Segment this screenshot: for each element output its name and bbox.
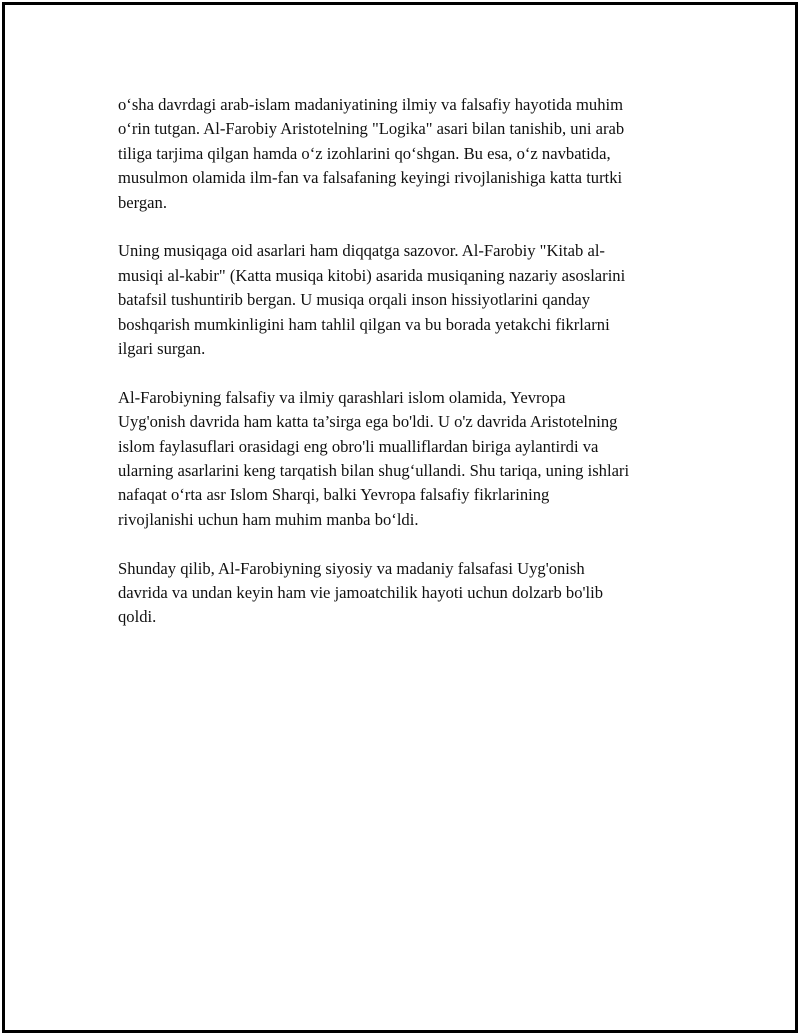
text-line: islom faylasuflari orasidagi eng obro'li mualliflardan biriga aylantirdi va: [118, 436, 599, 456]
text-line: batafsil tushuntirib bergan. U musiqa orqali inson hissiyotlarini qanday: [118, 290, 591, 310]
text-line: qoldi.: [118, 607, 157, 627]
text-line: rivojlanishi uchun ham muhim manba boʻldi.: [118, 509, 419, 529]
text-line: nafaqat oʻrta asr Islom Sharqi, balki Yevropa falsafiy fikrlarining: [118, 485, 550, 505]
text-line: oʻsha davrdagi arab-islam madaniyatining ilmiy va falsafiy hayotida muhim: [118, 95, 624, 114]
text-line: Al-Farobiyning falsafiy va ilmiy qarashlari islom olamida, Yevropa: [118, 387, 566, 407]
document-body: [118, 93, 690, 654]
text-line: davrida va undan keyin ham vie jamoatchilik hayoti uchun dolzarb bo'lib: [118, 583, 603, 603]
paragraph-1: [118, 93, 690, 215]
text-line: ularning asarlarini keng tarqatish bilan shugʻullandi. Shu tariqa, uning ishlari: [118, 461, 630, 481]
text-line: tiliga tarjima qilgan hamda oʻz izohlarini qoʻshgan. Bu esa, oʻz navbatida,: [118, 143, 611, 163]
text-line: bergan.: [118, 192, 167, 212]
text-line: boshqarish mumkinligini ham tahlil qilgan va bu borada yetakchi fikrlarni: [118, 314, 610, 334]
text-line: musiqi al-kabir" (Katta musiqa kitobi) asarida musiqaning nazariy asoslarini: [118, 265, 626, 285]
paragraph-2: [118, 239, 690, 361]
text-line: ilgari surgan.: [118, 339, 206, 359]
text-line: musulmon olamida ilm-fan va falsafaning keyingi rivojlanishiga katta turtki: [118, 168, 623, 188]
text-line: Uyg'onish davrida ham katta ta’sirga ega bo'ldi. U o'z davrida Aristotelning: [118, 412, 618, 432]
paragraph-4: [118, 557, 690, 630]
text-line: Uning musiqaga oid asarlari ham diqqatga sazovor. Al-Farobiy "Kitab al-: [118, 241, 605, 261]
text-line: oʻrin tutgan. Al-Farobiy Aristotelning "Logika" asari bilan tanishib, uni arab: [118, 119, 625, 139]
paragraph-3: [118, 386, 690, 532]
text-line: Shunday qilib, Al-Farobiyning siyosiy va madaniy falsafasi Uyg'onish: [118, 558, 585, 578]
